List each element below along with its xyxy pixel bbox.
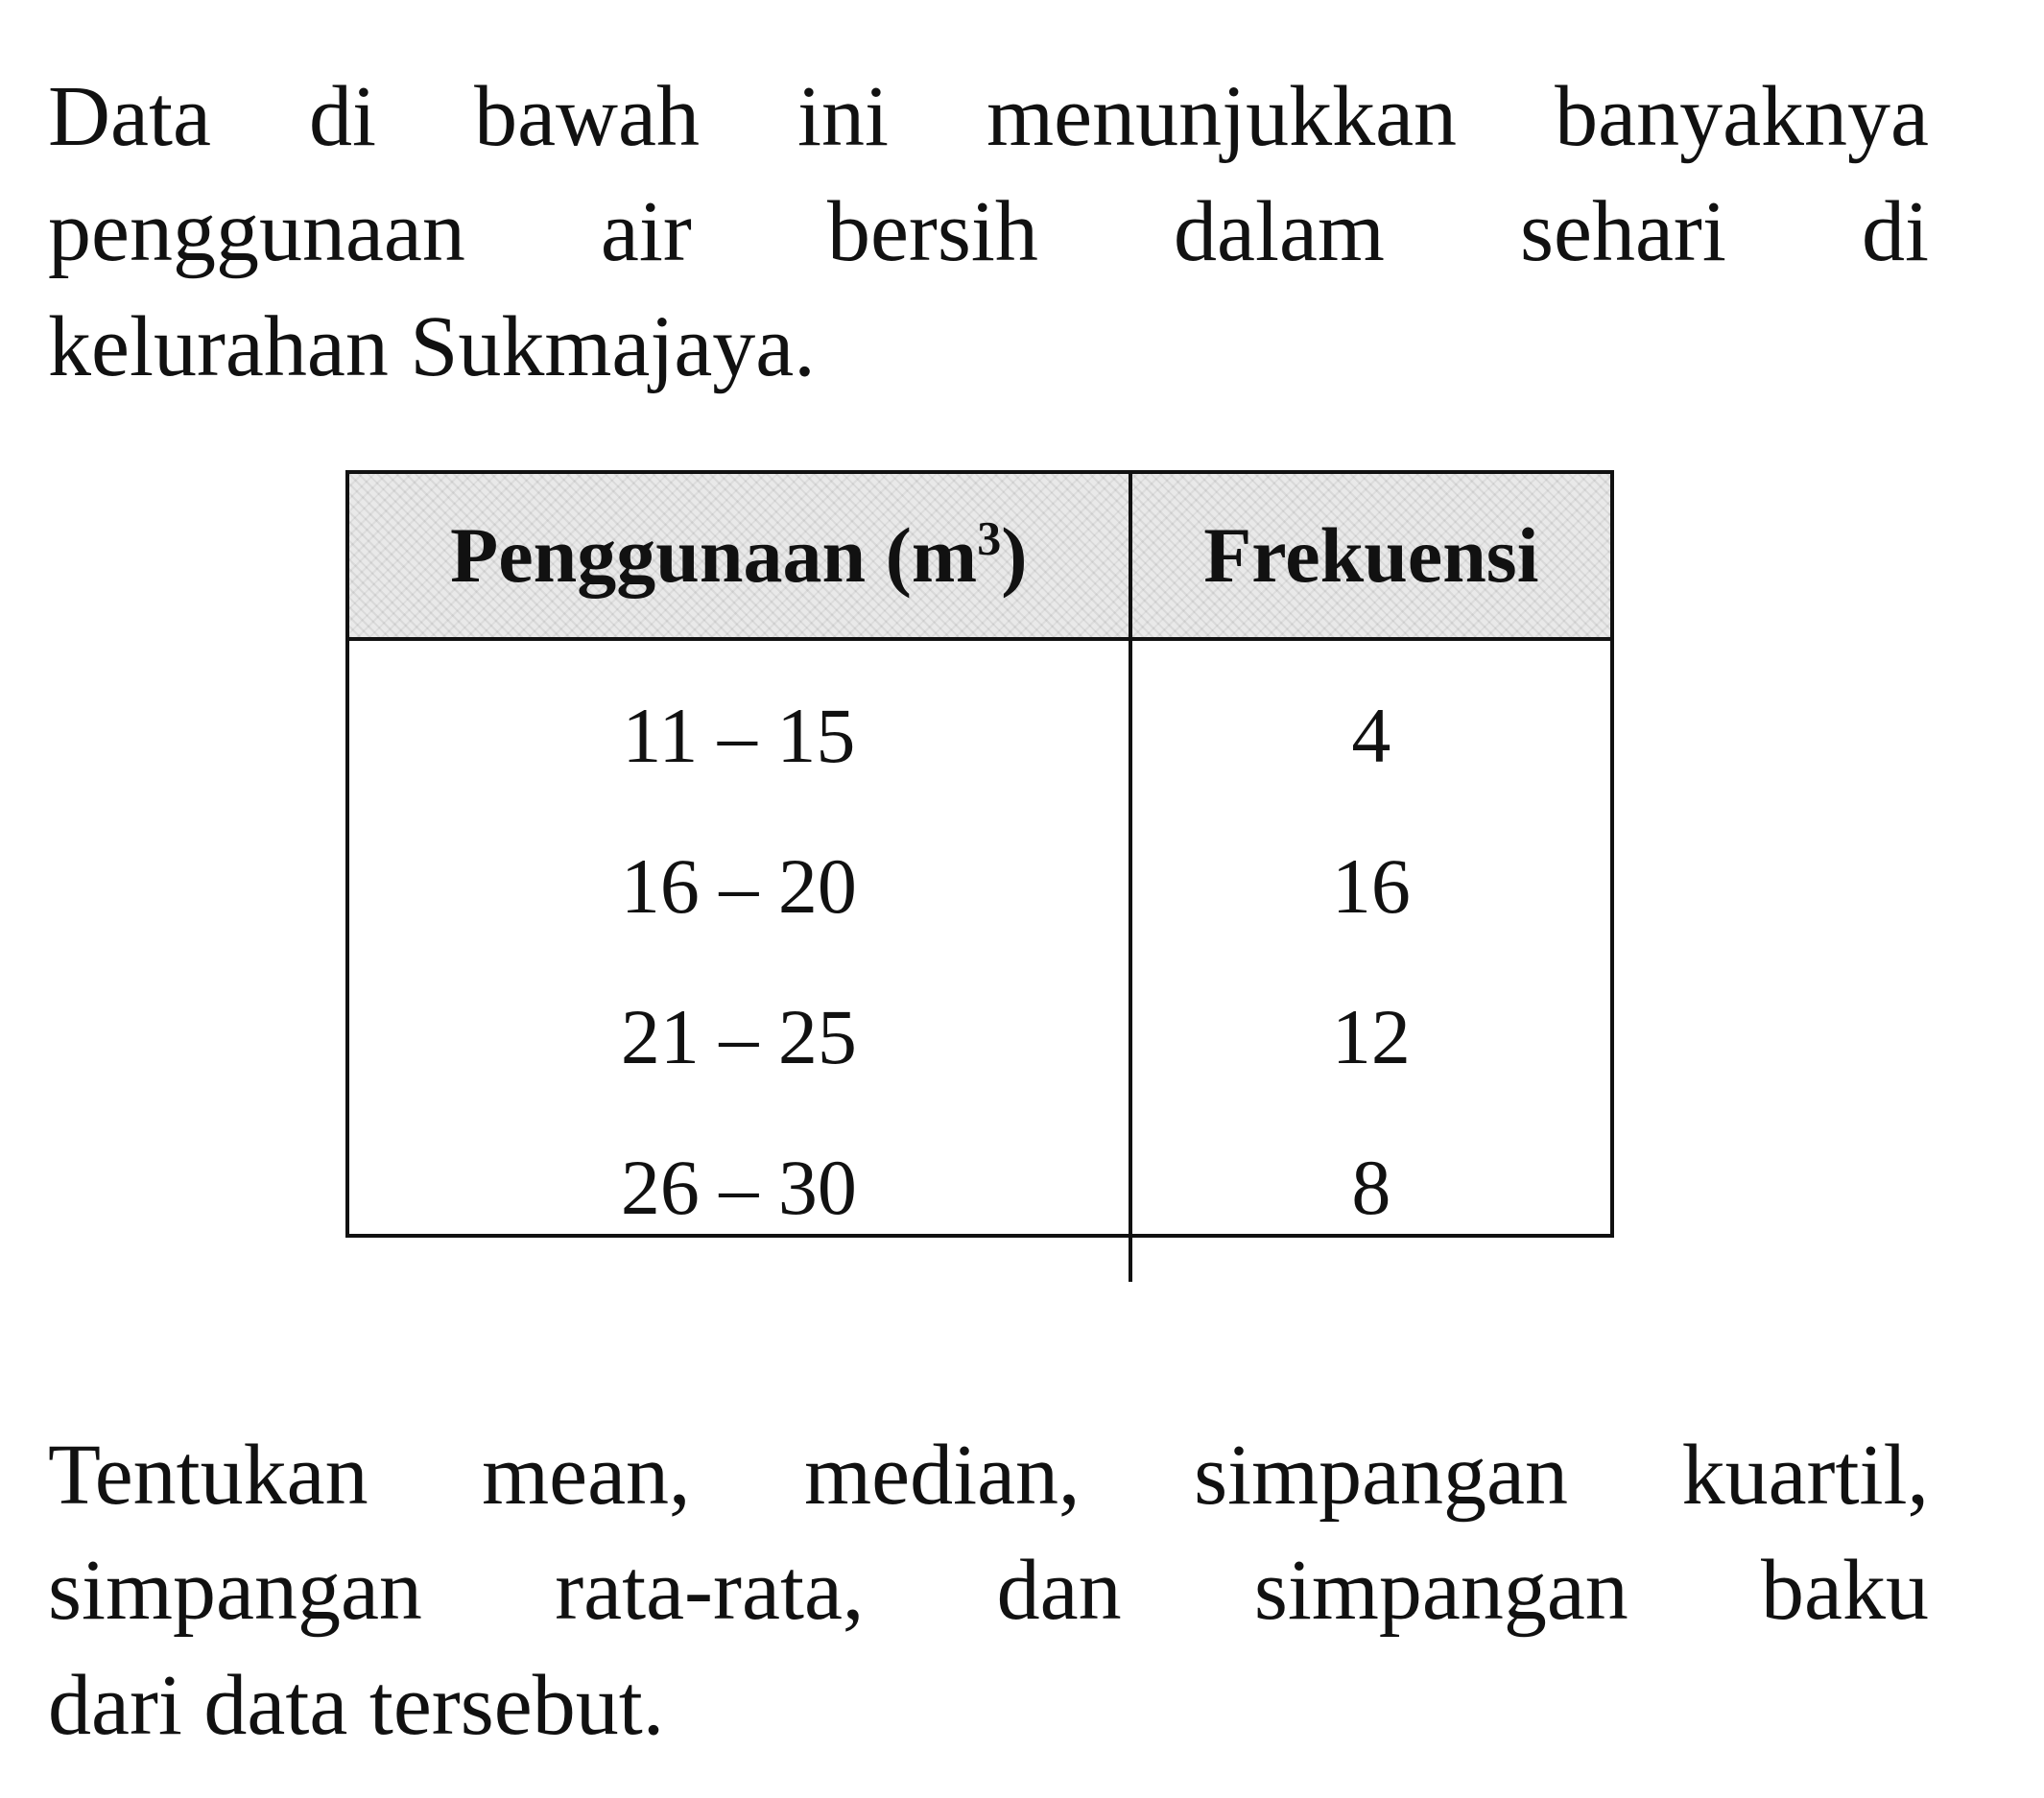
question-line: Tentukan mean, median, simpangan kuartil, <box>48 1428 1929 1523</box>
header-usage-exponent: 3 <box>977 510 1002 565</box>
frequency-cell: 12 <box>1331 992 1411 1080</box>
intro-line: penggunaan air bersih dalam sehari di <box>48 184 1929 279</box>
intro-paragraph <box>48 59 1929 405</box>
usage-range-cell: 26 – 30 <box>349 1112 1130 1282</box>
frequency-table <box>345 470 1614 1238</box>
table-row <box>349 1112 1610 1282</box>
table-row <box>349 811 1610 961</box>
usage-range-cell: 16 – 20 <box>349 811 1130 961</box>
intro-line: kelurahan Sukmajaya. <box>48 299 816 394</box>
question-line: simpangan rata-rata, dan simpangan baku <box>48 1543 1929 1638</box>
usage-range-cell: 11 – 15 <box>349 639 1130 811</box>
frequency-cell: 16 <box>1331 841 1411 930</box>
question-line: dari data tersebut. <box>48 1658 665 1753</box>
header-usage-text: Penggunaan (m <box>450 511 978 599</box>
header-frequency: Frekuensi <box>1130 474 1610 639</box>
intro-line: Data di bawah ini menunjukkan banyaknya <box>48 69 1929 164</box>
question-paragraph <box>48 1418 1929 1763</box>
table-header-row <box>349 474 1610 639</box>
header-usage-close: ) <box>1001 511 1028 599</box>
header-usage <box>349 474 1130 639</box>
table-row <box>349 961 1610 1112</box>
frequency-cell: 4 <box>1351 691 1391 779</box>
usage-range-cell: 21 – 25 <box>349 961 1130 1112</box>
frequency-cell: 8 <box>1351 1143 1391 1231</box>
table-row <box>349 639 1610 811</box>
